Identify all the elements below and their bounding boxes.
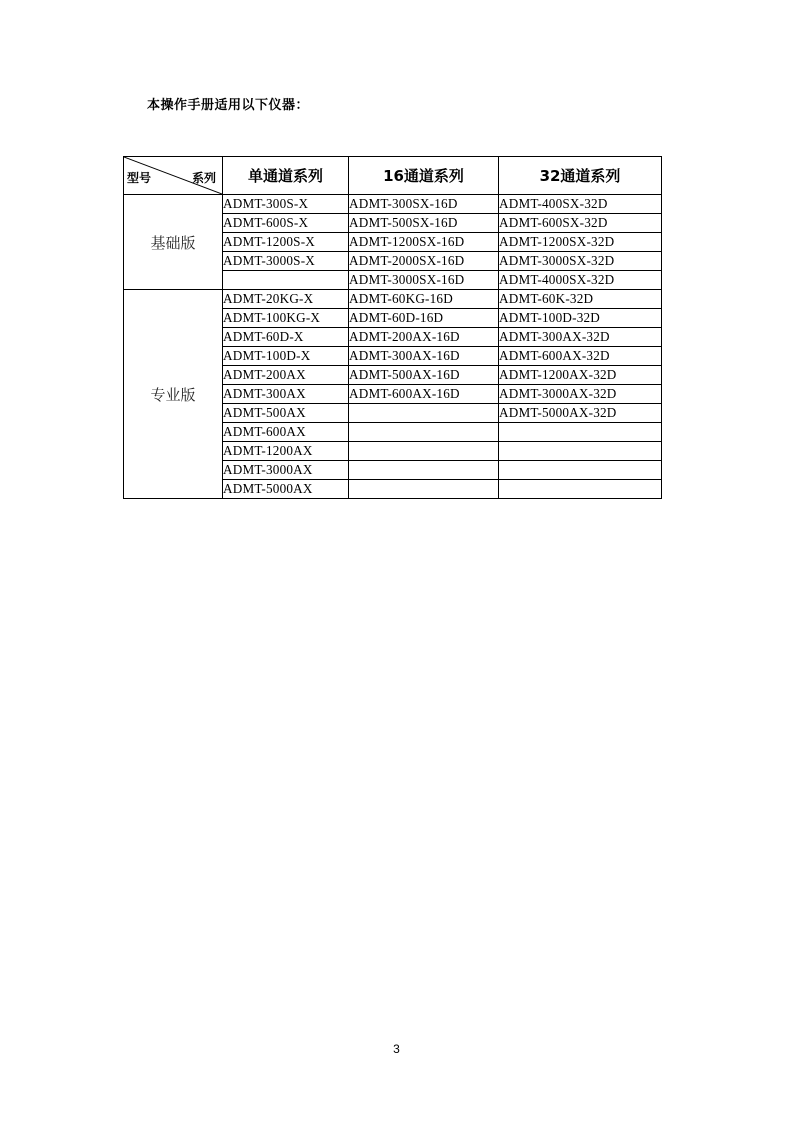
page-number: 3 [393,1042,400,1056]
model-cell [349,461,499,480]
model-cell: ADMT-200AX [223,366,349,385]
model-cell [499,442,662,461]
model-cell: ADMT-60D-16D [349,309,499,328]
model-cell: ADMT-600AX [223,423,349,442]
group-label-basic: 基础版 [124,195,223,290]
model-cell: ADMT-60K-32D [499,290,662,309]
model-cell: ADMT-500AX-16D [349,366,499,385]
model-cell: ADMT-300AX [223,385,349,404]
model-cell: ADMT-1200SX-32D [499,233,662,252]
model-cell: ADMT-4000SX-32D [499,271,662,290]
model-cell: ADMT-300SX-16D [349,195,499,214]
model-cell: ADMT-60D-X [223,328,349,347]
corner-cell [124,157,223,195]
corner-col-label: 系列 [191,171,216,185]
model-cell: ADMT-1200AX [223,442,349,461]
table-row [124,290,662,309]
intro-text: 本操作手册适用以下仪器： [147,98,310,113]
model-cell [349,423,499,442]
model-cell [223,271,349,290]
model-cell: ADMT-100KG-X [223,309,349,328]
model-cell: ADMT-3000S-X [223,252,349,271]
model-cell: ADMT-3000SX-32D [499,252,662,271]
model-cell: ADMT-500AX [223,404,349,423]
model-cell: ADMT-3000AX [223,461,349,480]
model-cell [349,404,499,423]
model-cell: ADMT-200AX-16D [349,328,499,347]
model-cell: ADMT-1200SX-16D [349,233,499,252]
model-cell: ADMT-100D-X [223,347,349,366]
model-cell: ADMT-500SX-16D [349,214,499,233]
model-cell: ADMT-600AX-32D [499,347,662,366]
model-cell [349,480,499,499]
model-cell [349,442,499,461]
model-cell: ADMT-600S-X [223,214,349,233]
model-cell: ADMT-300AX-16D [349,347,499,366]
column-header-32ch: 32通道系列 [499,157,662,195]
table-header-row [124,157,662,195]
model-cell [499,423,662,442]
model-cell: ADMT-5000AX [223,480,349,499]
model-cell [499,480,662,499]
corner-row-label: 型号 [127,171,152,185]
model-cell: ADMT-1200AX-32D [499,366,662,385]
model-cell: ADMT-300S-X [223,195,349,214]
model-table [123,156,662,499]
model-cell: ADMT-600SX-32D [499,214,662,233]
model-cell: ADMT-5000AX-32D [499,404,662,423]
model-cell: ADMT-3000AX-32D [499,385,662,404]
model-cell [499,461,662,480]
table-row [124,195,662,214]
model-cell: ADMT-20KG-X [223,290,349,309]
model-cell: ADMT-100D-32D [499,309,662,328]
model-cell: ADMT-1200S-X [223,233,349,252]
group-label-pro: 专业版 [124,290,223,499]
model-cell: ADMT-600AX-16D [349,385,499,404]
column-header-16ch: 16通道系列 [349,157,499,195]
model-cell: ADMT-400SX-32D [499,195,662,214]
model-cell: ADMT-300AX-32D [499,328,662,347]
model-cell: ADMT-3000SX-16D [349,271,499,290]
model-cell: ADMT-60KG-16D [349,290,499,309]
model-cell: ADMT-2000SX-16D [349,252,499,271]
column-header-single: 单通道系列 [223,157,349,195]
